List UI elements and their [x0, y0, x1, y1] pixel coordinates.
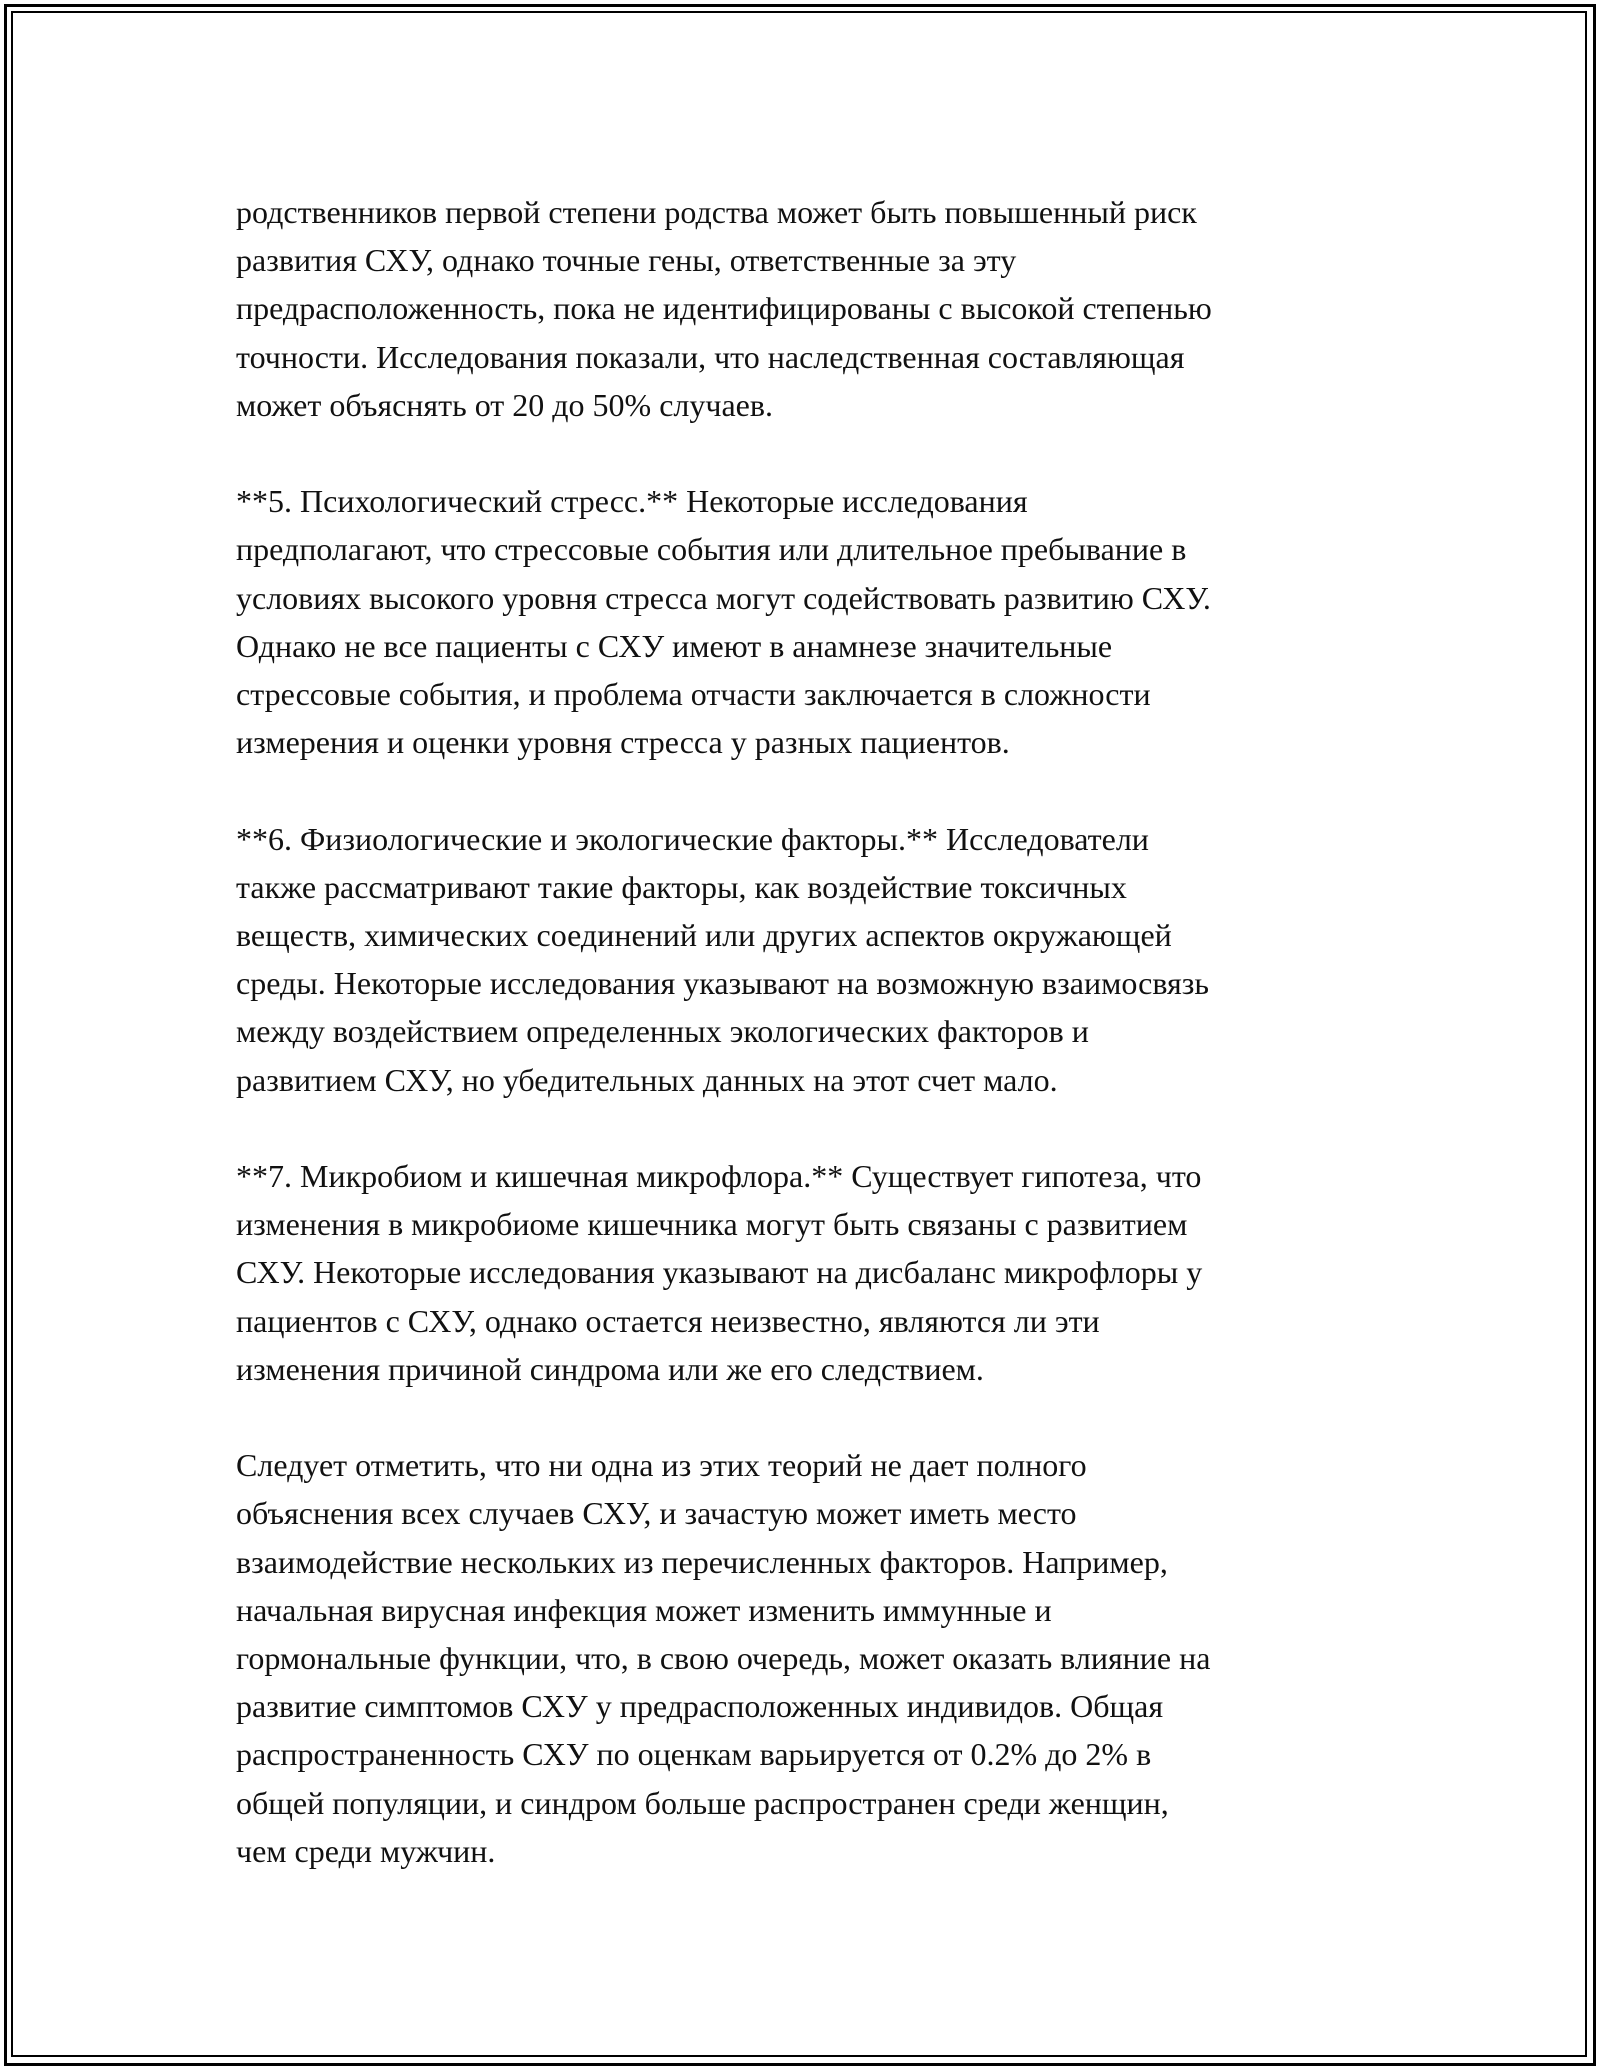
paragraph-heredity: родственников первой степени родства может быть повышенный риск развития СХУ, однако точные гены, ответственные за эту предрасположенность, пока не идентифицированы с высокой степенью точности. Исследования показали, что наследственная составляющая может объяснять от 20 до 50% случаев.	[236, 194, 1212, 423]
paragraph-psychological-stress: **5. Психологический стресс.** Некоторые исследования предполагают, что стрессовые события или длительное пребывание в условиях высокого уровня стресса могут содействовать развитию СХУ. Однако не все пациенты с СХУ имеют в анамнезе значительные стрессовые события, и проблема отчасти заключается в сложности измерения и оценки уровня стресса у разных пациентов.	[236, 483, 1211, 761]
paragraph-microbiome: **7. Микробиом и кишечная микрофлора.** Существует гипотеза, что изменения в микробиоме кишечника могут быть связаны с развитием СХУ. Некоторые исследования указывают на дисбаланс микрофлоры у пациентов с СХУ, однако остается неизвестно, являются ли эти изменения причиной синдрома или же его следствием.	[236, 1158, 1203, 1387]
document-body	[236, 188, 1376, 1923]
paragraph-environmental-factors: **6. Физиологические и экологические факторы.** Исследователи также рассматривают такие факторы, как воздействие токсичных веществ, химических соединений или других аспектов окружающей среды. Некоторые исследования указывают на возможную взаимосвязь между воздействием определенных экологических факторов и развитием СХУ, но убедительных данных на этот счет мало.	[236, 820, 1209, 1098]
paragraph-conclusion: Следует отметить, что ни одна из этих теорий не дает полного объяснения всех случаев СХУ, и зачастую может иметь место взаимодействие нескольких из перечисленных факторов. Например, начальная вирусная инфекция может изменить иммунные и гормональные функции, что, в свою очередь, может оказать влияние на развитие симптомов СХУ у предрасположенных индивидов. Общая распространенность СХУ по оценкам варьируется от 0.2% до 2% в общей популяции, и синдром больше распространен среди женщин, чем среди мужчин.	[236, 1447, 1211, 1869]
